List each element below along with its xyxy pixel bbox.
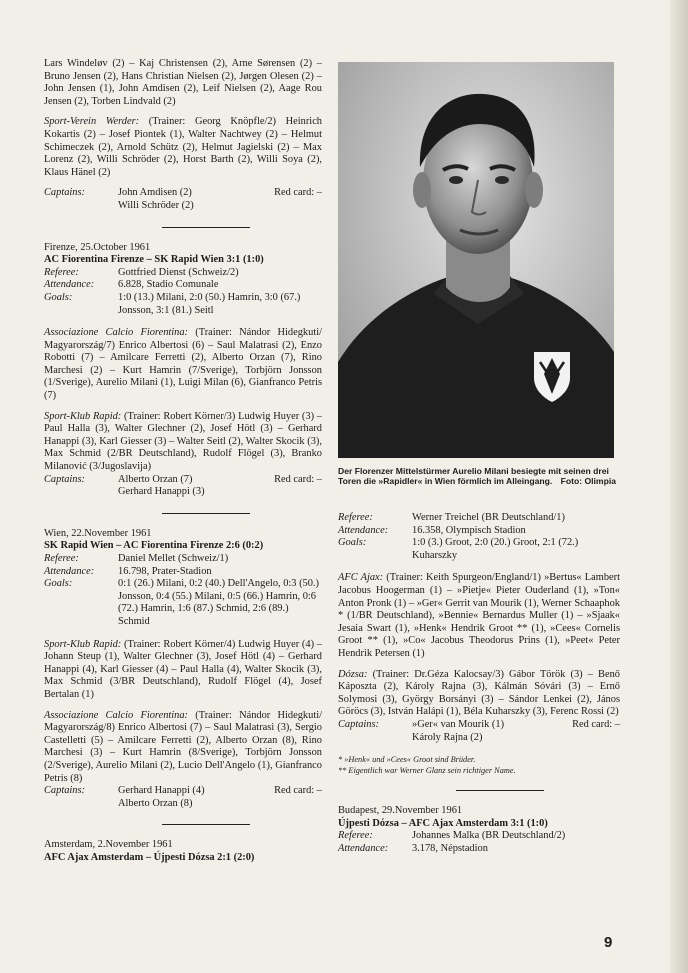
referee: Gottfried Dienst (Schweiz/2) [118,266,239,278]
match-4: Budapest, 29.November 1961 Újpesti Dózsa – AFC Ajax Amsterdam 3:1 (1:0) Referee: Johannes Malka (BR Deutschland/2) Attendance: 3.178, Népstadion [338,805,620,855]
referee: Johannes Malka (BR Deutschland/2) [412,830,566,842]
attendance: 6.828, Stadio Comunale [118,279,219,291]
footnote: * »Henk« und »Cees« Groot sind Brüder. [338,755,476,765]
match-title: AC Fiorentina Firenze – SK Rapid Wien 3:1 (1:0) [44,254,264,266]
match-date: Firenze, 25.October 1961 [44,241,151,253]
werder-captains: Captains: John Amdisen (2) Red card: – [44,187,322,199]
match-title: AFC Ajax Amsterdam – Újpesti Dózsa 2:1 (2:0) [44,851,255,863]
captains: Captains: Alberto Orzan (7) Red card: – [44,473,322,485]
goals: 0:1 (26.) Milani, 0:2 (40.) Dell'Angelo, 0:3 (50.) Jonsson, 0:4 (55.) Milani, 0:5 (66.) Hamrin, 0:6 (72.) Hamrin, 1:6 (87.) Schmid, 2:6 (89.) Schmid [118,578,319,627]
match-3-details: Referee: Werner Treichel (BR Deutschland/1) Attendance: 16.358, Olympisch Stadion Goals: 1:0 (3.) Groot, 2:0 (20.) Groot, 2:1 (72.) Kuharszky AFC Ajax: (Trainer: Keith Spurgeon/England/1) »Bertus« Lambert Jacobus Hoogerman (1) – »Pietje« Pieter Ouderland (1), »Ton« Anton Pronk (1) – »Ger« Gerrit van Mourik (1), Werner Schaaphok * (1/BR Deutschland), »Bennie« Bernardus Muller (1) – »Sjaak« Jesaia Swart (1), »Henk« Hendrik Groot ** (1), »Cees« Cornelis Groot ** (1), »Co« Jacobus Theodorus Prins (1), »Peet« Peter Hendrik Petersen (1) Dózsa: (Trainer: Dr.Géza Kalocsay/3) Gábor Török (3) – Benő Káposzta (2), Károly Rajna (3), Kálmán Sóvári (3) – Ernő Solymosi (3), György Borsányi (3) – Sándor Lenkei (2), János Göröcs (3), István Halápi (1), Béla Kuharszky (3), Ferenc Rossi (2) Captains: »Ger« van Mourik (1) Red card: – Károly Rajna (2) * »Henk« und »Cees« Groot sind Brüder. ** Eigentlich war Werner Glanz sein richtiger Name. [338,512,620,776]
left-column: Lars Windeløv (2) – Kaj Christensen (2), Arne Sørensen (2) – Bruno Jensen (2), Hans Christian Nielsen (2), Jørgen Olesen (2) – John Jensen (1), John Amdisen (2), Leif Nielsen (2), Aage Rou Jensen (2), Torben Lindvald (2) Sport-Verein Werder: (Trainer: Georg Knöpfle/2) Heinrich Kokartis (2) – Josef Piontek (1), Walter Nachtwey (2) – Helmut Schimeczek (2), Arnold Schütz (2), Helmut Jagielski (2) – Max Lorenz (2), Willi Schröder (2), Horst Barth (2), Willi Soya (2), Klaus Hänel (2) Captains: John Amdisen (2) Red card: – Willi Schröder (2) Firenze, 25.October 1961 AC Fiorentina Firenze – SK Rapid Wien 3:1 (1:0) Referee: Gottfried Dienst (Schweiz/2) Attendance: 6.828, Stadio Comunale Goals: 1:0 (13.) Milani, 2:0 (50.) Hamrin, 3:0 (67.) Jonsson, 3:1 (81.) Seitl Associazione Calcio Fiorentina: (Trainer: Nándor Hidegkuti/ Magyarország/7) Enrico Albertosi (6) – Saul Malatrasi (2), Enzo Robotti (7) – Amilcare Ferretti (2), Alberto Orzan (7), Rino Marchesi (2) – Kurt Hamrin (7/Sverige), Torbjörn Jonsson (1/Sverige), Aurelio Milani (1), Luigi Milan (6), Gianfranco Petris (7) Sport-Klub Rapid: (Trainer: Robert Körner/3) Ludwig Huyer (3) – Paul Halla (3), Walter Glechner (2), Josef Hötl (3) – Gerhard Hanappi (3), Karl Giesser (3) – Walter Seitl (2), Walter Skocik (3), Max Schmid (2/BR Deutschland), Rudolf Flögel (3), Branko Milanović (3/Jugoslavija) Captains: Alberto Orzan (7) Red card: – Gerhard Hanappi (3) Wien, 22.November 1961 SK Rapid Wien – AC Fiorentina Firenze 2:6 (0:2) Referee: Daniel Mellet (Schweiz/1) Attendance: 16.798, Prater-Stadion Goals: 0:1 (26.) Milani, 0:2 (40.) Dell'Angelo, 0:3 (50.) Jonsson, 0:4 (55.) Milani, 0:5 (66.) Hamrin, 0:6 (72.) Hamrin, 1:6 (87.) Schmid, 2:6 (89.) Schmid Sport-Klub Rapid: (Trainer: Robert Körner/4) Ludwig Huyer (4) – Johann Steup (1), Walter Glechner (3), Josef Hötl (4) – Gerhard Hanappi (4), Karl Giesser (4) – Paul Halla (4), Walter Skocik (3), Max Schmid (3/BR Deutschland), Rudolf Flögel (4), Josef Bertalan (1) Associazione Calcio Fiorentina: (Trainer: Nándor Hidegkuti/ Magyarország/8) Enrico Albertosi (7) – Saul Malatrasi (3), Sergio Castelletti (5) – Amilcare Ferretti (2), Alberto Orzan (8), Rino Marchesi (3) – Kurt Hamrin (8/Sverige), Torbjörn Jonsson (2/Sverige), Aurelio Milani (2), Lucio Dell'Angelo (1), Gianfranco Petris (8) Captains: Gerhard Hanappi (4) Red card: – Alberto Orzan (8) Amsterdam, 2.November 1961 AFC Ajax Amsterdam – Újpesti Dózsa 2:1 (2:0) [44,58,322,863]
photo-credit: Foto: Olimpia [560,476,616,487]
referee: Daniel Mellet (Schweiz/1) [118,553,229,564]
werder-lineup: Sport-Verein Werder: (Trainer: Georg Knöpfle/2) Heinrich Kokartis (2) – Josef Piontek (1), Walter Nachtwey (2) – Helmut Schimeczek (2), Arnold Schütz (2), Helmut Jagielski (2) – Max Lorenz (2), Willi Schröder (2), Horst Barth (2), Willi Soya (2), Klaus Hänel (2) [44,116,322,178]
team-lineup: Dózsa: (Trainer: Dr.Géza Kalocsay/3) Gábor Török (3) – Benő Káposzta (2), Károly Rajna (3), Kálmán Sóvári (3) – Ernő Solymosi (3), György Borsányi (3) – Sándor Lenkei (2), János Göröcs (3), István Halápi (1), Béla Kuharszky (3), Ferenc Rossi (2) [338,668,620,718]
page-edge [670,0,688,973]
match-date: Amsterdam, 2.November 1961 [44,839,173,851]
footnote: ** Eigentlich war Werner Glanz sein richtiger Name. [338,766,516,776]
attendance: 3.178, Népstadion [412,842,488,854]
divider [162,513,250,514]
player-photo [338,62,614,458]
team-lineup: Associazione Calcio Fiorentina: (Trainer: Nándor Hidegkuti/ Magyarország/7) Enrico Albertosi (6) – Saul Malatrasi (2), Enzo Robotti (7) – Amilcare Ferretti (2), Alberto Orzan (7), Rino Marchesi (2) – Kurt Hamrin (7/Sverige), Torbjörn Jonsson (1/Sverige), Aurelio Milani (1), Luigi Milan (6), Gianfranco Petris (7) [44,327,322,402]
captains: Captains: Gerhard Hanappi (4) Red card: – [44,785,322,797]
team-lineup: Associazione Calcio Fiorentina: (Trainer: Nándor Hidegkuti/ Magyarország/8) Enrico Albertosi (7) – Saul Malatrasi (3), Sergio Castelletti (5) – Amilcare Ferretti (2), Alberto Orzan (8), Rino Marchesi (3) – Kurt Hamrin (8/Sverige), Torbjörn Jonsson (2/Sverige), Aurelio Milani (2), Lucio Dell'Angelo (1), Gianfranco Petris (8) [44,709,322,784]
match-2: Wien, 22.November 1961 SK Rapid Wien – AC Fiorentina Firenze 2:6 (0:2) Referee: Daniel Mellet (Schweiz/1) Attendance: 16.798, Prater-Stadion Goals: 0:1 (26.) Milani, 0:2 (40.) Dell'Angelo, 0:3 (50.) Jonsson, 0:4 (55.) Milani, 0:5 (66.) Hamrin, 0:6 (72.) Hamrin, 1:6 (87.) Schmid, 2:6 (89.) Schmid Sport-Klub Rapid: (Trainer: Robert Körner/4) Ludwig Huyer (4) – Johann Steup (1), Walter Glechner (3), Josef Hötl (4) – Gerhard Hanappi (4), Karl Giesser (4) – Paul Halla (4), Walter Skocik (3), Max Schmid (3/BR Deutschland), Rudolf Flögel (4), Josef Bertalan (1) Associazione Calcio Fiorentina: (Trainer: Nándor Hidegkuti/ Magyarország/8) Enrico Albertosi (7) – Saul Malatrasi (3), Sergio Castelletti (5) – Amilcare Ferretti (2), Alberto Orzan (8), Rino Marchesi (3) – Kurt Hamrin (8/Sverige), Torbjörn Jonsson (2/Sverige), Aurelio Milani (2), Lucio Dell'Angelo (1), Gianfranco Petris (8) Captains: Gerhard Hanappi (4) Red card: – Alberto Orzan (8) [44,527,322,809]
right-column [338,512,620,855]
match-title: SK Rapid Wien – AC Fiorentina Firenze 2:6 (0:2) [44,540,264,552]
photo-caption: Der Florenzer Mittelstürmer Aurelio Milani besiegte mit seinen drei Toren die »Rapidler« in Wien förmlich im Alleingang. Foto: Olimpia [338,466,616,487]
werder-opponent-lineup: Lars Windeløv (2) – Kaj Christensen (2), Arne Sørensen (2) – Bruno Jensen (2), Hans Christian Nielsen (2), Jørgen Olesen (2) – John Jensen (1), John Amdisen (2), Leif Nielsen (2), Aage Rou Jensen (2), Torben Lindvald (2) [44,58,322,107]
team-lineup: Sport-Klub Rapid: (Trainer: Robert Körner/4) Ludwig Huyer (4) – Johann Steup (1), Walter Glechner (3), Josef Hötl (4) – Gerhard Hanappi (4), Karl Giesser (4) – Paul Halla (4), Walter Skocik (3), Max Schmid (3/BR Deutschland), Rudolf Flögel (4), Josef Bertalan (1) [44,638,322,700]
captains: Captains: »Ger« van Mourik (1) Red card: – [338,718,620,730]
goals: 1:0 (13.) Milani, 2:0 (50.) Hamrin, 3:0 (67.) Jonsson, 3:1 (81.) Seitl [118,291,301,316]
match-3-header [44,839,322,864]
match-title: Újpesti Dózsa – AFC Ajax Amsterdam 3:1 (1:0) [338,817,548,829]
divider [456,790,544,791]
match-date: Wien, 22.November 1961 [44,527,152,539]
team-lineup: Sport-Klub Rapid: (Trainer: Robert Körner/3) Ludwig Huyer (3) – Paul Halla (3), Walter Glechner (2), Josef Hötl (3) – Gerhard Hanappi (3), Karl Giesser (3) – Walter Seitl (2), Walter Skocik (3), Max Schmid (2/BR Deutschland), Rudolf Flögel (3), Branko Milanović (3/Jugoslavija) [44,410,322,473]
goals: 1:0 (3.) Groot, 2:0 (20.) Groot, 2:1 (72.) Kuharszky [412,537,579,561]
attendance: 16.798, Prater-Stadion [118,565,212,577]
page-number: 9 [604,934,613,951]
player-portrait-image [338,62,614,458]
divider [162,227,250,228]
match-date: Budapest, 29.November 1961 [338,805,463,817]
match-1: Firenze, 25.October 1961 AC Fiorentina Firenze – SK Rapid Wien 3:1 (1:0) Referee: Gottfried Dienst (Schweiz/2) Attendance: 6.828, Stadio Comunale Goals: 1:0 (13.) Milani, 2:0 (50.) Hamrin, 3:0 (67.) Jonsson, 3:1 (81.) Seitl Associazione Calcio Fiorentina: (Trainer: Nándor Hidegkuti/ Magyarország/7) Enrico Albertosi (6) – Saul Malatrasi (2), Enzo Robotti (7) – Amilcare Ferretti (2), Alberto Orzan (7), Rino Marchesi (2) – Kurt Hamrin (7/Sverige), Torbjörn Jonsson (1/Sverige), Aurelio Milani (1), Luigi Milan (6), Gianfranco Petris (7) Sport-Klub Rapid: (Trainer: Robert Körner/3) Ludwig Huyer (3) – Paul Halla (3), Walter Glechner (2), Josef Hötl (3) – Gerhard Hanappi (3), Karl Giesser (3) – Walter Seitl (2), Walter Skocik (3), Max Schmid (2/BR Deutschland), Rudolf Flögel (3), Branko Milanović (3/Jugoslavija) Captains: Alberto Orzan (7) Red card: – Gerhard Hanappi (3) [44,241,322,498]
referee: Werner Treichel (BR Deutschland/1) [412,512,565,523]
attendance: 16.358, Olympisch Stadion [412,524,526,536]
divider [162,824,250,825]
team-lineup: AFC Ajax: (Trainer: Keith Spurgeon/England/1) »Bertus« Lambert Jacobus Hoogerman (1) – »Pietje« Pieter Ouderland (1), »Ton« Anton Pronk (1) – »Ger« Gerrit van Mourik (1), Werner Schaaphok * (1/BR Deutschland), »Bennie« Bernardus Muller (1) – »Sjaak« Jesaia Swart (1), »Henk« Hendrik Groot ** (1), »Cees« Cornelis Groot ** (1), »Co« Jacobus Theodorus Prins (1), »Peet« Peter Hendrik Petersen (1) [338,572,620,659]
